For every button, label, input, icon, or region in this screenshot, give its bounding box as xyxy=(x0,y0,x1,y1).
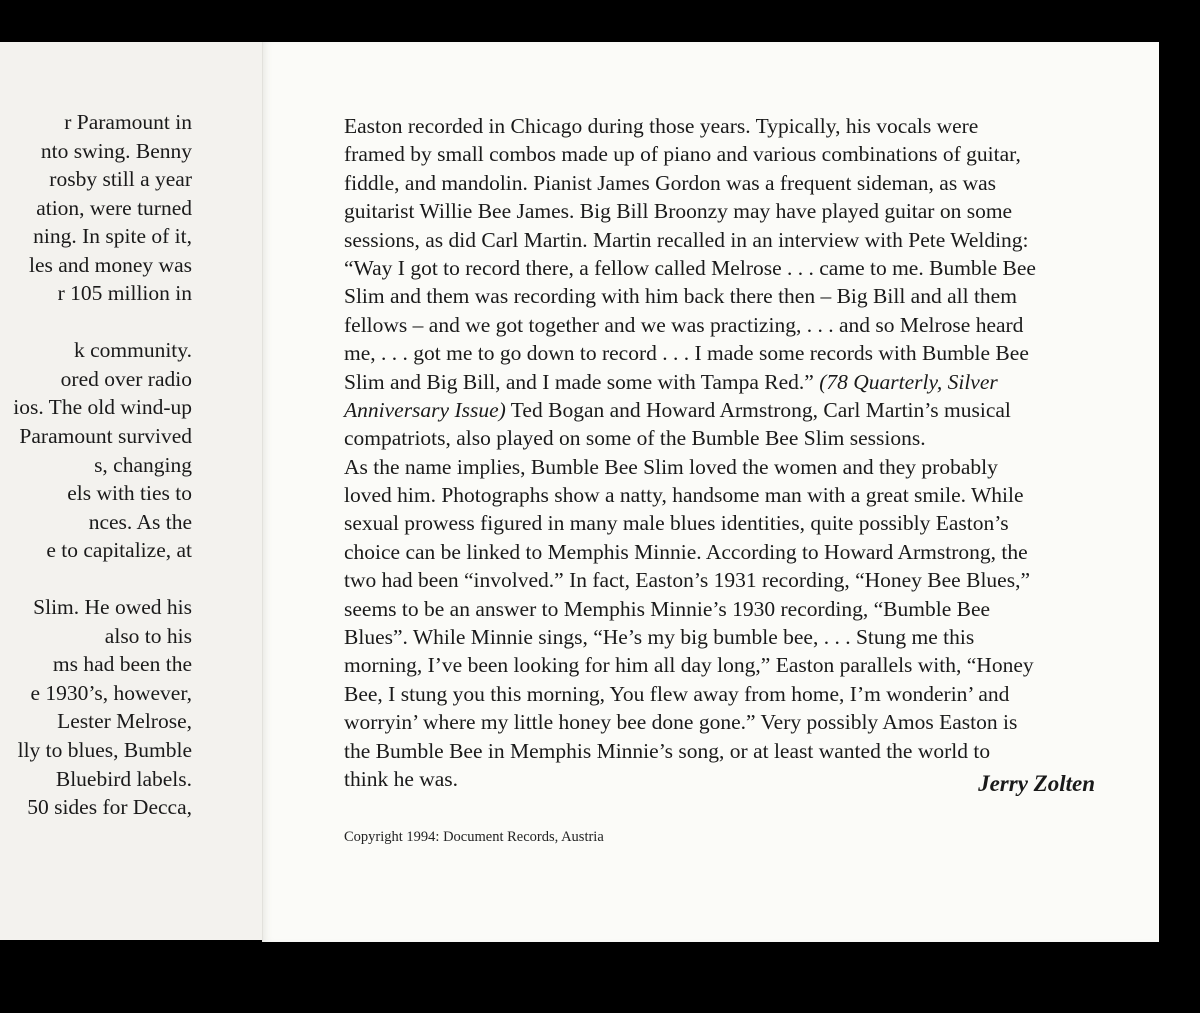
left-line: lly to blues, Bumble xyxy=(17,738,192,763)
body-line: Slim and them was recording with him back there then – Big Bill and all them xyxy=(344,284,1017,309)
left-line: s, changing xyxy=(94,452,192,477)
left-page xyxy=(0,42,262,940)
left-line: Bluebird labels. xyxy=(55,766,192,791)
author-signature: Jerry Zolten xyxy=(978,771,1095,796)
left-line: Lester Melrose, xyxy=(57,709,192,734)
left-line: Paramount survived xyxy=(19,424,192,449)
left-line: e 1930’s, however, xyxy=(30,680,192,705)
left-line: rosby still a year xyxy=(49,167,192,192)
body-line: me, . . . got me to go down to record . . . I made some records with Bumble Bee xyxy=(344,341,1029,366)
left-line: ios. The old wind-up xyxy=(13,395,192,420)
body-line xyxy=(344,396,1104,424)
body-line: fiddle, and mandolin. Pianist James Gordon was a frequent sideman, as was xyxy=(344,170,997,195)
citation-italic: (78 Quarterly, Silver xyxy=(819,369,998,394)
right-page xyxy=(262,42,1159,942)
left-line xyxy=(13,308,192,337)
left-line: also to his xyxy=(104,623,192,648)
body-line: framed by small combos made up of piano and various combinations of guitar, xyxy=(344,142,1021,167)
body-line: guitarist Willie Bee James. Big Bill Broonzy may have played guitar on some xyxy=(344,199,1013,224)
left-line: els with ties to xyxy=(67,481,192,506)
left-line: k community. xyxy=(73,338,192,363)
left-line: 50 sides for Decca, xyxy=(27,795,192,820)
body-line: the Bumble Bee in Memphis Minnie’s song, or at least wanted the world to xyxy=(344,738,991,763)
body-line: think he was. xyxy=(344,766,459,791)
body-line: Bee, I stung you this morning, You flew away from home, I’m wonderin’ and xyxy=(344,681,1010,706)
body-line: seems to be an answer to Memphis Minnie’s 1930 recording, “Bumble Bee xyxy=(344,596,991,621)
left-line: nto swing. Benny xyxy=(40,138,192,163)
body-line: Blues”. While Minnie sings, “He’s my big bumble bee, . . . Stung me this xyxy=(344,625,975,650)
left-line: ms had been the xyxy=(52,652,192,677)
citation-italic: Anniversary Issue) xyxy=(344,397,506,422)
left-line: ning. In spite of it, xyxy=(33,224,192,249)
body-line: morning, I’ve been looking for him all day long,” Easton parallels with, “Honey xyxy=(344,653,1034,678)
left-page-text xyxy=(13,108,192,822)
left-line: Slim. He owed his xyxy=(33,595,192,620)
body-line: compatriots, also played on some of the Bumble Bee Slim sessions. xyxy=(344,426,926,451)
left-line: nces. As the xyxy=(88,509,192,534)
body-line: two had been “involved.” In fact, Easton’s 1931 recording, “Honey Bee Blues,” xyxy=(344,568,1030,593)
body-line: worryin’ where my little honey bee done gone.” Very possibly Amos Easton is xyxy=(344,710,1018,735)
left-line: ored over radio xyxy=(60,366,192,391)
body-line: fellows – and we got together and we was practizing, . . . and so Melrose heard xyxy=(344,312,1024,337)
body-line-text: Slim and Big Bill, and I made some with Tampa Red.” xyxy=(344,369,820,394)
body-line: sessions, as did Carl Martin. Martin recalled in an interview with Pete Welding: xyxy=(344,227,1029,252)
body-line: As the name implies, Bumble Bee Slim loved the women and they probably xyxy=(344,454,998,479)
body-line: sexual prowess figured in many male blues identities, quite possibly Easton’s xyxy=(344,511,1009,536)
article-body xyxy=(344,112,1104,793)
body-line: choice can be linked to Memphis Minnie. According to Howard Armstrong, the xyxy=(344,539,1028,564)
body-line: Easton recorded in Chicago during those years. Typically, his vocals were xyxy=(344,114,979,138)
left-line: r Paramount in xyxy=(64,110,192,134)
left-line: e to capitalize, at xyxy=(46,538,192,563)
body-line-text: Ted Bogan and Howard Armstrong, Carl Martin’s musical xyxy=(505,397,1011,422)
body-line xyxy=(344,368,1104,396)
body-line: “Way I got to record there, a fellow called Melrose . . . came to me. Bumble Bee xyxy=(344,255,1036,280)
left-line: les and money was xyxy=(28,252,192,277)
left-line xyxy=(13,565,192,594)
copyright-notice: Copyright 1994: Document Records, Austria xyxy=(344,829,604,845)
left-line: ation, were turned xyxy=(36,195,192,220)
body-line: loved him. Photographs show a natty, handsome man with a great smile. While xyxy=(344,483,1024,508)
left-line: r 105 million in xyxy=(57,281,192,306)
